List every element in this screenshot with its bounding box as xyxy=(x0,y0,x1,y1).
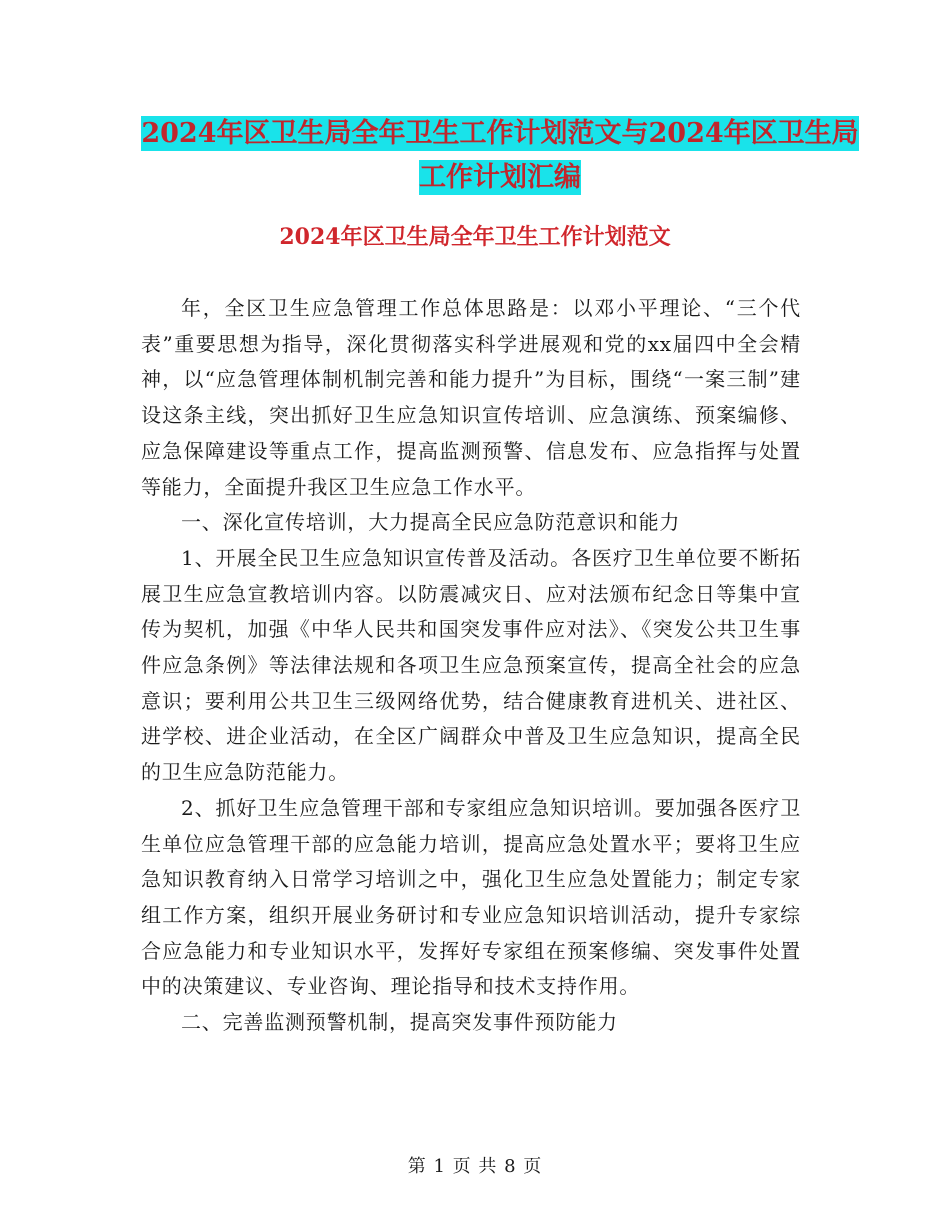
heading-section-one: 一、深化宣传培训，大力提高全民应急防范意识和能力 xyxy=(181,510,681,535)
document-title xyxy=(130,112,870,200)
heading-section-two: 二、完善监测预警机制，提高突发事件预防能力 xyxy=(181,1010,618,1035)
paragraph-item-2: 2、抓好卫生应急管理干部和专家组应急知识培训。要加强各医疗卫生单位应急管理干部的应急能力培训，提高应急处置水平；要将卫生应急知识教育纳入日常学习培训之中，强化卫生应急处置能力；制定专家组工作方案，组织开展业务研讨和专业应急知识培训活动，提升专家综合应急能力和专业知识水平，发挥好专家组在预案修编、突发事件处置中的决策建议、专业咨询、理论指导和技术支持作用。 xyxy=(141,795,801,999)
document-body xyxy=(141,291,801,1041)
page-footer: 第 1 页 共 8 页 xyxy=(407,1156,543,1177)
paragraph-intro: 年，全区卫生应急管理工作总体思路是：以邓小平理论、“三个代表”重要思想为指导，深化贯彻落实科学进展观和党的xx届四中全会精神，以“应急管理体制机制完善和能力提升”为目标，围绕“一案三制”建设这条主线，突出抓好卫生应急知识宣传培训、应急演练、预案编修、应急保障建设等重点工作，提高监测预警、信息发布、应急指挥与处置等能力，全面提升我区卫生应急工作水平。 xyxy=(141,296,801,499)
section-title: 2024年区卫生局全年卫生工作计划范文 xyxy=(279,224,671,250)
document-title-text: 2024年区卫生局全年卫生工作计划范文与2024年区卫生局工作计划汇编 xyxy=(141,118,859,193)
paragraph-item-1: 1、开展全民卫生应急知识宣传普及活动。各医疗卫生单位要不断拓展卫生应急宣教培训内容。以防震减灾日、应对法颁布纪念日等集中宣传为契机，加强《中华人民共和国突发事件应对法》、《突发公共卫生事件应急条例》等法律法规和各项卫生应急预案宣传，提高全社会的应急意识；要利用公共卫生三级网络优势，结合健康教育进机关、进社区、进学校、进企业活动，在全区广阔群众中普及卫生应急知识，提高全民的卫生应急防范能力。 xyxy=(141,545,801,785)
